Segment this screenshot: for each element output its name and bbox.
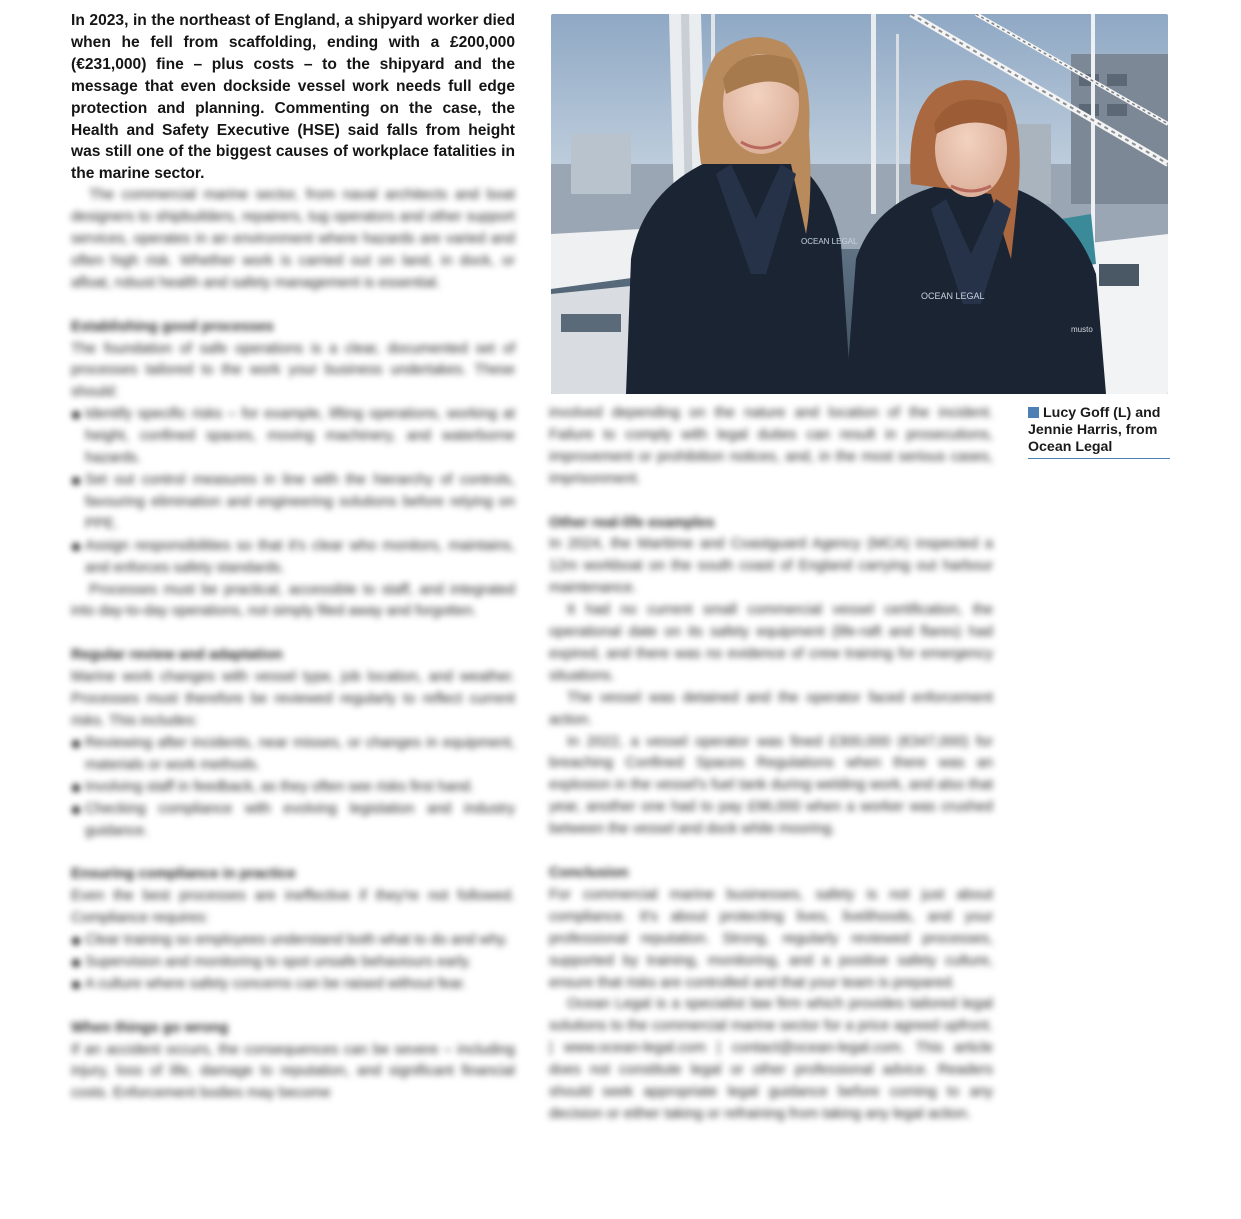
list-item: Involving staff in feedback, as they often see risks first hand. [71,777,515,799]
things-go-wrong-text: If an accident occurs, the consequences can be severe – including injury, loss of life, damage to reputation, and significant financial costs. Enforcement bodies may become [71,1041,515,1102]
heading-things-go-wrong: When things go wrong [71,1019,229,1036]
jacket-logo-left: OCEAN LEGAL [801,237,858,246]
conclusion-p1: For commercial marine businesses, safety is not just about compliance. It's about protecting lives, livelihoods, and your professional reputation. Strong, regularly reviewed processes, supported by training, monitoring, and a positive safety culture, ensure that risks are controlled and that your team is prepared. [549,886,993,991]
heading-examples: Other real-life examples [549,514,715,531]
examples-p4: In 2022, a vessel operator was fined £300,000 (€347,000) for breaching Confined Spaces Regulations when there was an explosion in the vessel's fuel tank during welding work, and also that year, another one had to pay £96,000 when a worker was crushed between the vessel and dock while mooring. [549,733,993,838]
caption-marker-icon [1028,407,1039,418]
jacket-logo-right: OCEAN LEGAL [921,291,985,301]
heading-good-processes: Establishing good processes [71,318,274,335]
continuation-paragraph: involved depending on the nature and location of the incident. Failure to comply with legal duties can result in prosecutions, improvement or prohibition notices, and, in the most serious cases, imprisonment. [549,405,993,487]
middle-column [549,403,993,1126]
good-processes-after: Processes must be practical, accessible to staff, and integrated into day-to-day operations, not simply filed away and forgotten. [71,581,515,620]
heading-review: Regular review and adaptation [71,647,283,664]
review-list [71,733,515,843]
good-processes-text: The foundation of safe operations is a clear, documented set of processes tailored to the work your business undertakes. These should: [71,340,515,401]
review-text: Marine work changes with vessel type, job location, and weather. Processes must therefore be reviewed regularly to reflect current risks. This includes: [71,669,515,729]
list-item: Checking compliance with evolving legislation and industry guidance. [71,799,515,843]
good-processes-list [71,404,515,579]
marina-portrait-image [551,14,1168,394]
left-column [71,10,515,1105]
list-item: Clear training so employees understand both what to do and why. [71,930,515,952]
list-item: Set out control measures in line with the hierarchy of controls, favouring elimination and engineering solutions before relying on PPE. [71,470,515,536]
list-item: Reviewing after incidents, near misses, or changes in equipment, materials or work methods. [71,733,515,777]
jacket-brand-mark: musto [1071,325,1093,334]
blurred-body-left [71,185,515,1105]
article-photo [551,14,1168,394]
intro-paragraph: The commercial marine sector, from naval architects and boat designers to shipbuilders, repairers, tug operators and other support services, operates in an environment where hazards are varied and often high risk. Whether work is carried out on land, in dock, or afloat, robust health and safety management is essential. [71,187,515,291]
heading-compliance: Ensuring compliance in practice [71,866,296,883]
heading-conclusion: Conclusion [549,865,629,881]
list-item: Identify specific risks – for example, lifting operations, working at height, confined spaces, moving machinery, and waterborne hazards. [71,404,515,470]
conclusion-p2: Ocean Legal is a specialist law firm which provides tailored legal solutions to the commercial marine sector for a price agreed upfront. | www.ocean-legal.com | contact@ocean-legal.com. This article does not constitute legal or other professional advice. Readers should seek appropriate legal guidance before coming to any decision or either taking or refraining from taking any legal action. [549,996,993,1122]
examples-p1: In 2024, the Maritime and Coastguard Agency (MCA) inspected a 12m workboat on the south coast of England carrying out harbour maintenance. [549,536,993,597]
lead-paragraph: In 2023, in the northeast of England, a shipyard worker died when he fell from scaffolding, ending with a £200,000 (€231,000) fine – plus costs – to the shipyard and the message that even dockside vessel work needs full edge protection and planning. Commenting on the case, the Health and Safety Executive (HSE) said falls from height was still one of the biggest causes of workplace fatalities in the marine sector. [71,12,515,183]
examples-p2: It had no current small commercial vessel certification, the operational date on its safety equipment (life-raft and flares) had expired, and there was no evidence of crew training for emergency situations. [549,602,993,684]
compliance-text: Even the best processes are ineffective if they're not followed. Compliance requires: [71,888,515,927]
compliance-list [71,930,515,996]
photo-caption [1028,405,1170,459]
list-item: A culture where safety concerns can be raised without fear. [71,974,515,996]
list-item: Supervision and monitoring to spot unsafe behaviours early. [71,952,515,974]
caption-text: Lucy Goff (L) and Jennie Harris, from Ocean Legal [1028,405,1161,455]
examples-p3: The vessel was detained and the operator faced enforcement action. [549,689,993,728]
list-item: Assign responsibilities so that it's clear who monitors, maintains, and enforces safety standards. [71,536,515,580]
